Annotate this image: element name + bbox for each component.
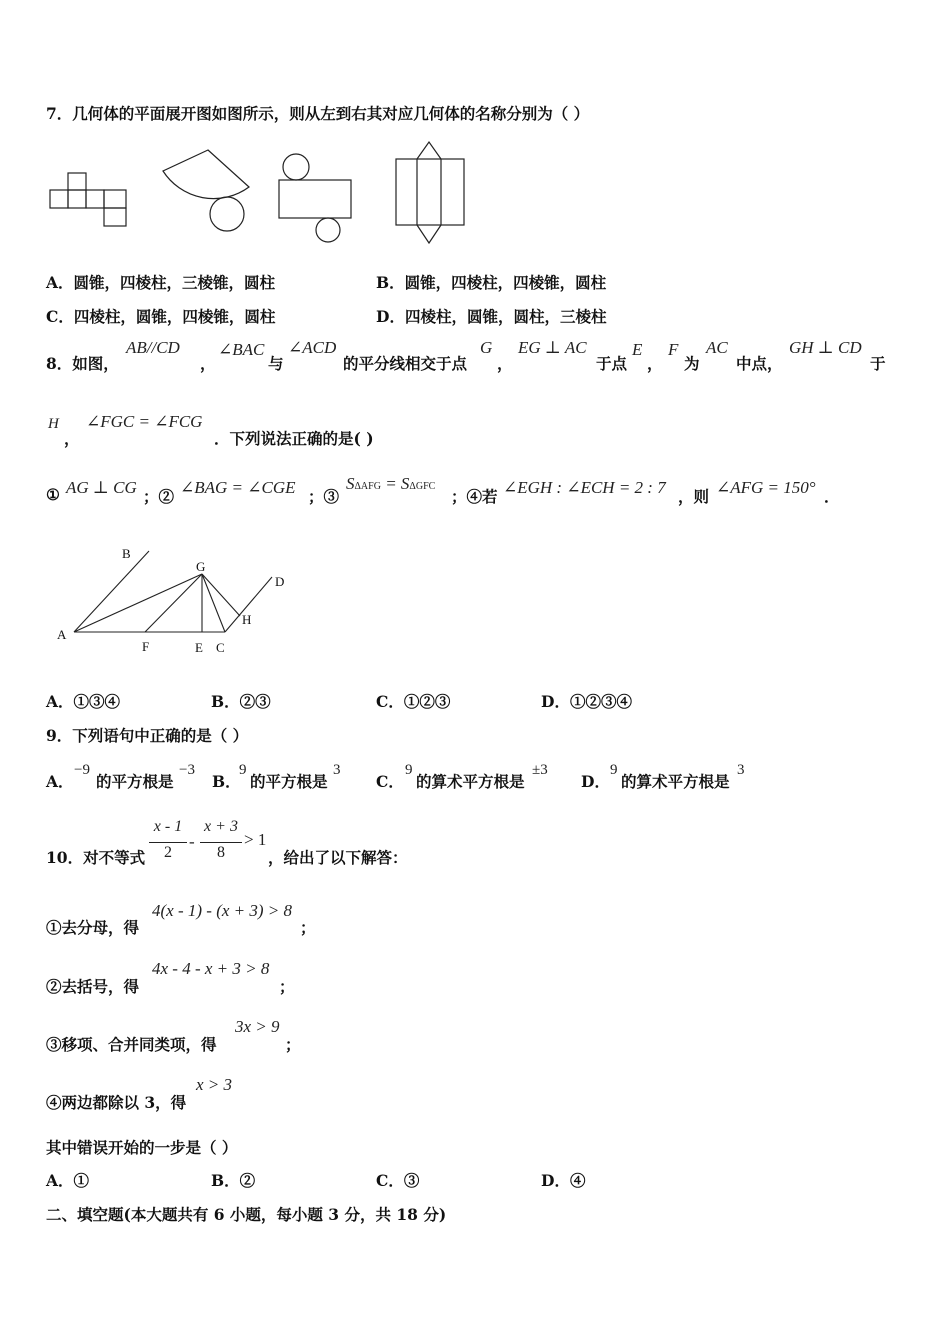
q8-statement-1-mark: ① bbox=[46, 485, 60, 504]
fig-label-c: C bbox=[216, 640, 225, 655]
q8-stem-7: ， bbox=[647, 354, 663, 373]
q8-stem-3: 与 bbox=[268, 354, 284, 373]
q9-option-a-text: 的平方根是 bbox=[96, 772, 174, 791]
q10-question: 其中错误开始的一步是（ ） bbox=[46, 1138, 238, 1157]
q7-net-prism bbox=[394, 140, 468, 246]
q7-net-cone bbox=[160, 148, 256, 234]
q8-stem-10: 于 bbox=[870, 354, 886, 373]
q9-math-c9: 9 bbox=[405, 762, 413, 778]
q8-math-gh-perp-cd: GH ⊥ CD bbox=[789, 338, 862, 357]
q8-line2-2: ．下列说法正确的是( ) bbox=[214, 429, 374, 448]
q10-step3: ③移项、合并同类项，得 bbox=[46, 1035, 217, 1054]
q9-math-neg3: −3 bbox=[179, 762, 195, 778]
q10-frac1-den: 2 bbox=[164, 844, 172, 861]
q7-option-c[interactable]: C．四棱柱，圆锥，四棱锥，圆柱 bbox=[46, 307, 276, 326]
q9-math-d3: 3 bbox=[737, 762, 745, 778]
q9-math-b3: 3 bbox=[333, 762, 341, 778]
q8-math-eg-perp-ac: EG ⊥ AC bbox=[518, 338, 587, 357]
q8-figure bbox=[52, 544, 302, 656]
q9-math-d9: 9 bbox=[610, 762, 618, 778]
section-2-heading: 二、填空题(本大题共有 6 小题，每小题 3 分，共 18 分) bbox=[46, 1205, 447, 1224]
fig-label-d: D bbox=[275, 574, 285, 589]
q10-gt-1: > 1 bbox=[244, 830, 267, 849]
q8-math-h: H bbox=[48, 416, 59, 432]
q8-statement-2-mark: ；② bbox=[143, 487, 175, 506]
q8-statement-4-mark: ；④若 bbox=[451, 487, 498, 506]
q8-stem-2: ， bbox=[200, 354, 216, 373]
q8-line2-1: ， bbox=[64, 429, 80, 448]
q10-option-c[interactable]: C．③ bbox=[376, 1171, 420, 1190]
q9-option-a-label[interactable]: A． bbox=[46, 772, 74, 791]
q8-math-ratio: ∠EGH : ∠ECH = 2 : 7 bbox=[503, 478, 666, 497]
q8-stem-6: 于点 bbox=[596, 354, 628, 373]
q8-math-angle-bac: ∠BAC bbox=[218, 340, 265, 359]
q10-frac1-num: x - 1 bbox=[153, 818, 183, 835]
q9-stem: 9．下列语句中正确的是（ ） bbox=[46, 726, 249, 745]
q9-math-b9: 9 bbox=[239, 762, 247, 778]
q8-stem-8: 为 bbox=[684, 354, 700, 373]
q8-math-e: E bbox=[632, 340, 643, 359]
q8-math-g: G bbox=[480, 338, 493, 357]
fig-label-e: E bbox=[195, 640, 203, 655]
q8-option-a[interactable]: A．①③④ bbox=[46, 692, 121, 711]
q10-step2: ②去括号，得 bbox=[46, 977, 140, 996]
q7-net-cylinder bbox=[276, 152, 356, 244]
q9-option-d-text: 的算术平方根是 bbox=[621, 772, 730, 791]
q10-step2-math: 4x - 4 - x + 3 > 8 bbox=[152, 959, 270, 978]
q10-option-a[interactable]: A．① bbox=[46, 1171, 90, 1190]
q10-frac1-bar bbox=[149, 842, 187, 843]
q10-step1-end: ； bbox=[300, 918, 316, 937]
q9-math-neg9: −9 bbox=[74, 762, 90, 778]
q8-period: ． bbox=[824, 487, 840, 506]
q8-math-afg-150: ∠AFG = 150° bbox=[716, 478, 816, 497]
q8-math-ab-parallel-cd: AB//CD bbox=[126, 338, 180, 357]
q8-option-d[interactable]: D．①②③④ bbox=[541, 692, 632, 711]
q7-stem: 7．几何体的平面展开图如图所示，则从左到右其对应几何体的名称分别为（ ） bbox=[46, 104, 590, 123]
q8-statement-3-mark: ；③ bbox=[308, 487, 340, 506]
q9-math-pm3: ±3 bbox=[532, 762, 548, 778]
q8-math-ag-perp-cg: AG ⊥ CG bbox=[66, 478, 137, 497]
q10-step3-math: 3x > 9 bbox=[235, 1017, 280, 1036]
q9-option-d-label[interactable]: D． bbox=[581, 772, 610, 791]
fig-label-b: B bbox=[122, 546, 131, 561]
q8-stem-4: 的平分线相交于点 bbox=[343, 354, 468, 373]
q10-step1-math: 4(x - 1) - (x + 3) > 8 bbox=[152, 901, 293, 920]
q10-step3-end: ； bbox=[285, 1035, 301, 1054]
q10-minus: - bbox=[189, 832, 195, 851]
q10-frac2-bar bbox=[200, 842, 242, 843]
q8-stem-5: ， bbox=[497, 354, 513, 373]
q9-option-c-text: 的算术平方根是 bbox=[416, 772, 525, 791]
q10-frac2-num: x + 3 bbox=[204, 818, 238, 835]
q9-option-c-label[interactable]: C． bbox=[376, 772, 404, 791]
fig-label-f: F bbox=[142, 639, 150, 654]
q10-step4: ④两边都除以 3，得 bbox=[46, 1093, 187, 1112]
q9-option-b-text: 的平方根是 bbox=[250, 772, 328, 791]
q7-option-a[interactable]: A．圆锥，四棱柱，三棱锥，圆柱 bbox=[46, 273, 276, 292]
q10-stem-2: ，给出了以下解答： bbox=[268, 848, 408, 867]
q8-math-angle-acd: ∠ACD bbox=[288, 338, 337, 357]
q10-step2-end: ； bbox=[279, 977, 295, 996]
q10-option-b[interactable]: B．② bbox=[211, 1171, 256, 1190]
q8-stem-9: 中点， bbox=[736, 354, 783, 373]
q10-option-d[interactable]: D．④ bbox=[541, 1171, 586, 1190]
q8-option-b[interactable]: B．②③ bbox=[211, 692, 271, 711]
q10-step1: ①去分母，得 bbox=[46, 918, 140, 937]
q8-stem-1: 8．如图， bbox=[46, 354, 119, 373]
q7-net-squares bbox=[50, 172, 130, 228]
fig-label-a: A bbox=[57, 627, 67, 642]
q10-stem-1: 10．对不等式 bbox=[46, 848, 146, 867]
q10-step4-math: x > 3 bbox=[196, 1075, 233, 1094]
q7-option-d[interactable]: D．四棱柱，圆锥，圆柱，三棱柱 bbox=[376, 307, 607, 326]
q8-then: ，则 bbox=[678, 487, 710, 506]
q10-frac2-den: 8 bbox=[217, 844, 225, 861]
q8-math-area-equality: SΔAFG = SΔGFC bbox=[346, 474, 436, 493]
q8-option-c[interactable]: C．①②③ bbox=[376, 692, 451, 711]
fig-label-g: G bbox=[196, 559, 206, 574]
q7-option-b[interactable]: B．圆锥，四棱柱，四棱锥，圆柱 bbox=[376, 273, 607, 292]
q8-math-bag-cge: ∠BAG = ∠CGE bbox=[180, 478, 296, 497]
q8-math-ac: AC bbox=[706, 338, 728, 357]
q9-option-b-label[interactable]: B． bbox=[212, 772, 241, 791]
q8-math-fgc-fcg: ∠FGC = ∠FCG bbox=[86, 412, 203, 431]
fig-label-h: H bbox=[242, 612, 252, 627]
q8-math-f: F bbox=[668, 340, 679, 359]
